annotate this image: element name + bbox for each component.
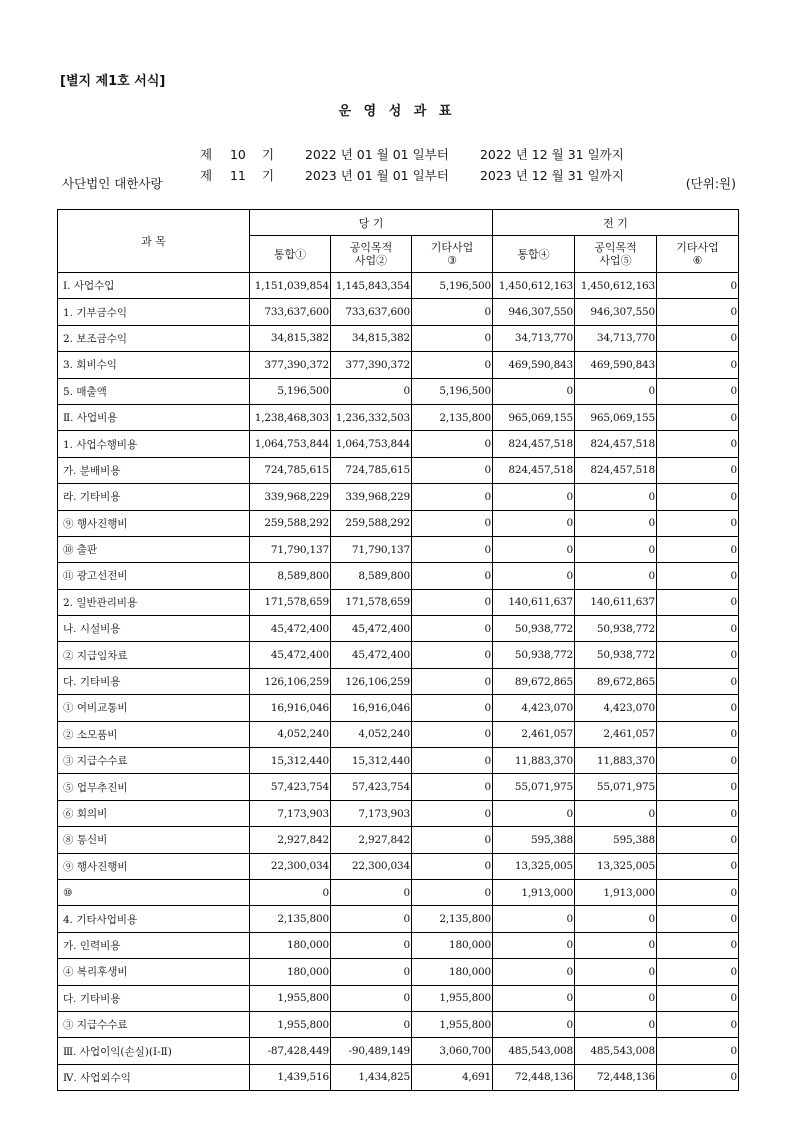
organization-name: 사단법인 대한사랑 (62, 176, 163, 191)
row-subject: Ⅱ. 사업비용 (58, 404, 250, 430)
row-value: 0 (493, 932, 575, 958)
row-subject: ③ 지급수수료 (58, 748, 250, 774)
period-end: 2023 년 12 월 31 일까지 (479, 168, 624, 183)
table-row (58, 378, 739, 404)
row-value: 824,457,518 (575, 431, 657, 457)
subject-header: 과 목 (58, 210, 250, 273)
row-value: 965,069,155 (575, 404, 657, 430)
row-value: 3,060,700 (412, 1038, 493, 1064)
row-value: 0 (657, 1064, 739, 1090)
row-value: 724,785,615 (250, 457, 331, 483)
row-value: 0 (412, 748, 493, 774)
row-value: 1,151,039,854 (250, 273, 331, 299)
row-value: 0 (331, 906, 412, 932)
row-subject: 다. 기타비용 (58, 985, 250, 1011)
row-value: 0 (412, 431, 493, 457)
row-value: 126,106,259 (250, 668, 331, 694)
row-value: 0 (412, 695, 493, 721)
row-value: 140,611,637 (493, 589, 575, 615)
row-value: 339,968,229 (250, 484, 331, 510)
row-subject: ② 지급임차료 (58, 642, 250, 668)
row-value: 0 (575, 378, 657, 404)
row-subject: ⑩ (58, 879, 250, 905)
row-value: 0 (657, 589, 739, 615)
row-value: 0 (412, 827, 493, 853)
table-row (58, 1064, 739, 1090)
row-value: 1,439,516 (250, 1064, 331, 1090)
row-value: 2,135,800 (412, 906, 493, 932)
row-value: 1,955,800 (412, 985, 493, 1011)
row-value: 55,071,975 (493, 774, 575, 800)
row-value: 0 (657, 932, 739, 958)
document-title: 운 영 성 과 표 (338, 104, 456, 119)
row-value: 824,457,518 (575, 457, 657, 483)
column-subheader: 통합④ (493, 236, 575, 273)
row-value: 50,938,772 (575, 616, 657, 642)
row-subject: ① 여비교통비 (58, 695, 250, 721)
table-row (58, 748, 739, 774)
table-row (58, 536, 739, 562)
row-value: 34,815,382 (250, 325, 331, 351)
row-value: 50,938,772 (575, 642, 657, 668)
row-subject: 가. 분배비용 (58, 457, 250, 483)
table-row (58, 642, 739, 668)
row-value: 11,883,370 (493, 748, 575, 774)
table-row (58, 827, 739, 853)
row-value: 0 (657, 404, 739, 430)
row-subject: 2. 보조금수익 (58, 325, 250, 351)
row-value: 0 (657, 457, 739, 483)
row-value: 0 (493, 800, 575, 826)
row-value: 0 (412, 616, 493, 642)
row-value: 0 (493, 484, 575, 510)
row-value: 71,790,137 (250, 536, 331, 562)
row-subject: ⑨ 행사진행비 (58, 510, 250, 536)
table-row (58, 721, 739, 747)
table-row (58, 879, 739, 905)
row-value: 0 (412, 563, 493, 589)
row-value: 0 (331, 985, 412, 1011)
row-subject: 1. 기부금수익 (58, 299, 250, 325)
column-subheader: 공익목적 사업② (331, 236, 412, 273)
table-row (58, 774, 739, 800)
row-value: 0 (657, 273, 739, 299)
row-value: 0 (657, 378, 739, 404)
row-value: 0 (575, 536, 657, 562)
row-subject: ⑨ 행사진행비 (58, 853, 250, 879)
row-value: 72,448,136 (575, 1064, 657, 1090)
row-value: 1,955,800 (412, 1011, 493, 1037)
row-value: -87,428,449 (250, 1038, 331, 1064)
row-value: 2,927,842 (331, 827, 412, 853)
row-value: 0 (657, 563, 739, 589)
previous-period-header: 전 기 (493, 210, 739, 236)
row-value: 0 (412, 510, 493, 536)
row-value: 57,423,754 (331, 774, 412, 800)
row-value: 339,968,229 (331, 484, 412, 510)
row-value: 5,196,500 (412, 273, 493, 299)
row-value: 733,637,600 (250, 299, 331, 325)
row-value: 946,307,550 (575, 299, 657, 325)
row-value: 0 (657, 985, 739, 1011)
row-value: 0 (331, 378, 412, 404)
table-row (58, 325, 739, 351)
row-value: 5,196,500 (250, 378, 331, 404)
current-period-header: 당 기 (250, 210, 493, 236)
row-value: 7,173,903 (331, 800, 412, 826)
row-value: 0 (657, 484, 739, 510)
row-subject: 4. 기타사업비용 (58, 906, 250, 932)
row-value: 595,388 (493, 827, 575, 853)
row-value: 965,069,155 (493, 404, 575, 430)
row-subject: ⑩ 출판 (58, 536, 250, 562)
row-value: 7,173,903 (250, 800, 331, 826)
row-value: 1,236,332,503 (331, 404, 412, 430)
row-value: 0 (657, 1038, 739, 1064)
row-value: 0 (331, 932, 412, 958)
row-value: 180,000 (250, 959, 331, 985)
row-subject: Ⅰ. 사업수입 (58, 273, 250, 299)
table-row (58, 853, 739, 879)
row-subject: ③ 지급수수료 (58, 1011, 250, 1037)
row-value: 2,461,057 (575, 721, 657, 747)
row-value: 946,307,550 (493, 299, 575, 325)
row-value: 485,543,008 (575, 1038, 657, 1064)
row-value: 0 (657, 906, 739, 932)
row-value: 45,472,400 (331, 642, 412, 668)
row-value: 89,672,865 (493, 668, 575, 694)
row-value: 1,450,612,163 (575, 273, 657, 299)
period-end: 2022 년 12 월 31 일까지 (479, 147, 624, 162)
row-value: 0 (412, 668, 493, 694)
row-value: 0 (657, 352, 739, 378)
row-value: 16,916,046 (331, 695, 412, 721)
row-value: 0 (412, 325, 493, 351)
unit-label: (단위:원) (685, 176, 736, 191)
row-value: 469,590,843 (575, 352, 657, 378)
row-subject: 나. 시설비용 (58, 616, 250, 642)
row-value: 0 (493, 536, 575, 562)
row-value: 15,312,440 (331, 748, 412, 774)
row-value: 45,472,400 (250, 616, 331, 642)
row-value: 171,578,659 (331, 589, 412, 615)
table-row (58, 695, 739, 721)
table-row (58, 1011, 739, 1037)
table-row (58, 932, 739, 958)
row-value: 0 (412, 536, 493, 562)
row-subject: ⑪ 광고선전비 (58, 563, 250, 589)
row-value: 0 (493, 510, 575, 536)
row-value: 0 (575, 800, 657, 826)
row-value: 1,913,000 (493, 879, 575, 905)
column-subheader: 기타사업 ⑥ (657, 236, 739, 273)
row-value: 0 (412, 299, 493, 325)
row-value: 469,590,843 (493, 352, 575, 378)
row-value: 89,672,865 (575, 668, 657, 694)
row-value: 8,589,800 (250, 563, 331, 589)
row-value: 0 (412, 721, 493, 747)
row-value: 5,196,500 (412, 378, 493, 404)
row-value: 0 (657, 879, 739, 905)
row-value: 2,461,057 (493, 721, 575, 747)
row-value: 0 (412, 642, 493, 668)
row-value: 0 (412, 589, 493, 615)
period-start: 2022 년 01 월 01 일부터 (304, 147, 449, 162)
row-subject: ⑧ 통신비 (58, 827, 250, 853)
row-value: 0 (575, 906, 657, 932)
column-subheader: 통합① (250, 236, 331, 273)
row-value: 0 (331, 959, 412, 985)
table-body (58, 273, 739, 1091)
row-value: 13,325,005 (493, 853, 575, 879)
row-value: 2,927,842 (250, 827, 331, 853)
row-value: 8,589,800 (331, 563, 412, 589)
table-row (58, 616, 739, 642)
row-value: 0 (575, 932, 657, 958)
row-value: 724,785,615 (331, 457, 412, 483)
period-suffix: 기 (261, 168, 275, 183)
row-value: -90,489,149 (331, 1038, 412, 1064)
row-value: 0 (657, 536, 739, 562)
row-subject: ④ 복리후생비 (58, 959, 250, 985)
row-value: 377,390,372 (331, 352, 412, 378)
row-subject: 3. 회비수익 (58, 352, 250, 378)
row-subject: 라. 기타비용 (58, 484, 250, 510)
row-value: 4,423,070 (575, 695, 657, 721)
row-value: 34,713,770 (575, 325, 657, 351)
row-subject: 2. 일반관리비용 (58, 589, 250, 615)
row-value: 0 (412, 853, 493, 879)
row-value: 0 (657, 959, 739, 985)
row-value: 16,916,046 (250, 695, 331, 721)
row-value: 11,883,370 (575, 748, 657, 774)
row-value: 45,472,400 (331, 616, 412, 642)
row-value: 259,588,292 (331, 510, 412, 536)
row-value: 0 (657, 1011, 739, 1037)
row-value: 824,457,518 (493, 457, 575, 483)
row-value: 72,448,136 (493, 1064, 575, 1090)
row-value: 0 (575, 510, 657, 536)
row-value: 50,938,772 (493, 642, 575, 668)
row-value: 22,300,034 (331, 853, 412, 879)
row-value: 126,106,259 (331, 668, 412, 694)
form-label: [별지 제1호 서식] (60, 74, 166, 89)
row-value: 45,472,400 (250, 642, 331, 668)
row-value: 0 (331, 879, 412, 905)
period-line-2 (192, 151, 624, 184)
row-value: 50,938,772 (493, 616, 575, 642)
table-row (58, 906, 739, 932)
row-value: 0 (331, 1011, 412, 1037)
row-value: 0 (412, 800, 493, 826)
row-value: 0 (575, 563, 657, 589)
row-value: 4,691 (412, 1064, 493, 1090)
row-value: 180,000 (412, 959, 493, 985)
row-value: 15,312,440 (250, 748, 331, 774)
table-row (58, 589, 739, 615)
row-value: 0 (657, 853, 739, 879)
row-subject: ② 소모품비 (58, 721, 250, 747)
row-value: 0 (412, 457, 493, 483)
row-value: 1,145,843,354 (331, 273, 412, 299)
period-prefix: 제 (199, 147, 213, 162)
table-row (58, 431, 739, 457)
row-value: 140,611,637 (575, 589, 657, 615)
row-value: 1,955,800 (250, 1011, 331, 1037)
row-value: 4,052,240 (250, 721, 331, 747)
row-value: 0 (493, 1011, 575, 1037)
operating-results-table (57, 209, 739, 1091)
row-value: 55,071,975 (575, 774, 657, 800)
row-value: 0 (493, 906, 575, 932)
row-value: 1,064,753,844 (331, 431, 412, 457)
row-value: 1,913,000 (575, 879, 657, 905)
row-value: 2,135,800 (412, 404, 493, 430)
row-value: 0 (657, 431, 739, 457)
row-value: 0 (412, 484, 493, 510)
table-row (58, 985, 739, 1011)
period-prefix: 제 (199, 168, 213, 183)
row-value: 22,300,034 (250, 853, 331, 879)
row-value: 13,325,005 (575, 853, 657, 879)
row-value: 0 (575, 1011, 657, 1037)
row-value: 0 (575, 959, 657, 985)
table-row (58, 457, 739, 483)
table-row (58, 510, 739, 536)
row-value: 0 (657, 827, 739, 853)
row-value: 0 (657, 616, 739, 642)
row-value: 1,434,825 (331, 1064, 412, 1090)
row-value: 0 (493, 378, 575, 404)
row-subject: 1. 사업수행비용 (58, 431, 250, 457)
period-suffix: 기 (261, 147, 275, 162)
row-value: 485,543,008 (493, 1038, 575, 1064)
row-value: 0 (657, 695, 739, 721)
table-row (58, 404, 739, 430)
row-value: 0 (493, 959, 575, 985)
row-subject: Ⅲ. 사업이익(손실)(Ⅰ-Ⅱ) (58, 1038, 250, 1064)
row-value: 0 (250, 879, 331, 905)
column-subheader: 기타사업 ③ (412, 236, 493, 273)
row-value: 0 (657, 642, 739, 668)
row-value: 34,713,770 (493, 325, 575, 351)
row-subject: ⑤ 업무추진비 (58, 774, 250, 800)
table-row (58, 563, 739, 589)
row-value: 0 (657, 668, 739, 694)
row-value: 0 (657, 774, 739, 800)
row-value: 57,423,754 (250, 774, 331, 800)
table-row (58, 959, 739, 985)
row-value: 0 (412, 879, 493, 905)
row-value: 4,052,240 (331, 721, 412, 747)
row-value: 1,450,612,163 (493, 273, 575, 299)
row-value: 171,578,659 (250, 589, 331, 615)
table-row (58, 668, 739, 694)
table-row (58, 273, 739, 299)
period-number: 10 (229, 147, 246, 162)
row-value: 0 (412, 774, 493, 800)
row-value: 0 (493, 985, 575, 1011)
row-subject: 5. 매출액 (58, 378, 250, 404)
row-value: 1,064,753,844 (250, 431, 331, 457)
row-value: 4,423,070 (493, 695, 575, 721)
row-value: 0 (657, 299, 739, 325)
row-subject: 다. 기타비용 (58, 668, 250, 694)
row-subject: ⑥ 회의비 (58, 800, 250, 826)
row-value: 0 (575, 484, 657, 510)
table-row (58, 800, 739, 826)
table-row (58, 484, 739, 510)
period-number: 11 (229, 168, 246, 183)
row-value: 377,390,372 (250, 352, 331, 378)
row-value: 2,135,800 (250, 906, 331, 932)
row-value: 0 (657, 325, 739, 351)
row-value: 0 (412, 352, 493, 378)
row-value: 733,637,600 (331, 299, 412, 325)
row-value: 71,790,137 (331, 536, 412, 562)
period-start: 2023 년 01 월 01 일부터 (304, 168, 449, 183)
table-row (58, 1038, 739, 1064)
row-value: 0 (493, 563, 575, 589)
row-value: 0 (575, 985, 657, 1011)
row-value: 0 (657, 510, 739, 536)
row-value: 180,000 (250, 932, 331, 958)
table-row (58, 352, 739, 378)
row-value: 34,815,382 (331, 325, 412, 351)
row-value: 259,588,292 (250, 510, 331, 536)
row-value: 0 (657, 721, 739, 747)
column-subheader: 공익목적 사업⑤ (575, 236, 657, 273)
row-value: 0 (657, 748, 739, 774)
row-value: 180,000 (412, 932, 493, 958)
table-row (58, 299, 739, 325)
row-value: 824,457,518 (493, 431, 575, 457)
row-value: 1,955,800 (250, 985, 331, 1011)
row-value: 0 (657, 800, 739, 826)
row-subject: Ⅳ. 사업외수익 (58, 1064, 250, 1090)
row-value: 595,388 (575, 827, 657, 853)
row-value: 1,238,468,303 (250, 404, 331, 430)
row-subject: 가. 인력비용 (58, 932, 250, 958)
